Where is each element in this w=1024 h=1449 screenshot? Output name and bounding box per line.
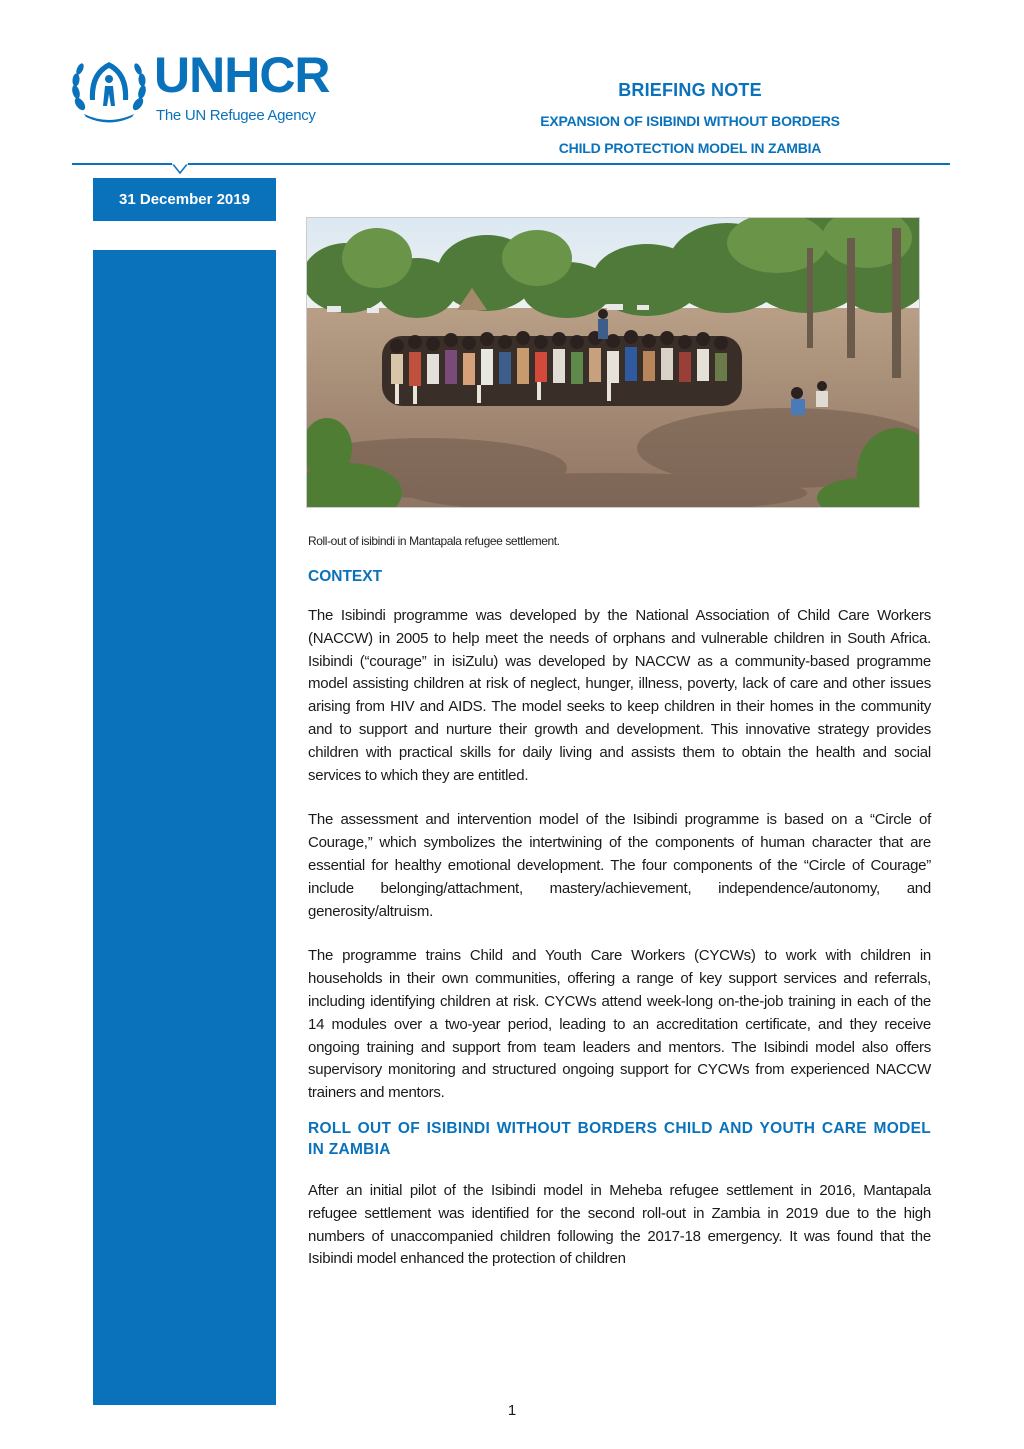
document-header xyxy=(480,80,900,156)
main-content xyxy=(308,566,931,1271)
settlement-photo xyxy=(306,217,920,508)
unhcr-emblem-icon xyxy=(70,54,148,124)
context-paragraph-2: The assessment and intervention model of the Isibindi programme is based on a “Circle of Courage,” which symbolizes the intertwining of the components of human character that are essential for healthy emotional development. The four components of the “Circle of Courage” include belonging/attachment, mastery/achievement, independence/autonomy, and generosity/altruism. xyxy=(308,811,931,920)
rollout-paragraph-1: After an initial pilot of the Isibindi model in Meheba refugee settlement in 2016, Mantapala refugee settlement was identified for the second roll-out in Zambia in 2019 due to the high numbers of unaccompanied children following the 2017-18 emergency. It was found that the Isibindi model enhanced the protection of children xyxy=(308,1181,931,1268)
unhcr-logo xyxy=(70,47,350,127)
page-number: 1 xyxy=(507,1402,517,1419)
context-paragraph-3: The programme trains Child and Youth Care Workers (CYCWs) to work with children in households in their own communities, offering a range of key support services and referrals, including identifying children at risk. CYCWs attend week-long on-the-job training in each of the 14 modules over a two-year period, leading to an accreditation certificate, and they receive ongoing training and support from team leaders and mentors. The Isibindi model also offers supervisory monitoring and structured ongoing support for CYCWs from experienced NACCW trainers and mentors. xyxy=(308,947,931,1102)
logo-tagline: The UN Refugee Agency xyxy=(156,107,316,124)
context-paragraph-1: The Isibindi programme was developed by the National Association of Child Care Workers (NACCW) in 2005 to help meet the needs of orphans and vulnerable children in South Africa. Isibindi (“courage” in isiZulu) was developed by NACCW as a community-based programme model assisting children at risk of neglect, hunger, illness, poverty, lack of care and other issues arising from HIV and AIDS. The model seeks to keep children in their homes in the community and to support and nurture their growth and development. This innovative strategy provides children with practical skills for daily living and assists them to obtain the health and social services to which they are entitled. xyxy=(308,607,931,784)
logo-wordmark: UNHCR xyxy=(154,47,330,103)
document-title-line-1: EXPANSION OF ISIBINDI WITHOUT BORDERS xyxy=(540,113,840,129)
document-type: BRIEFING NOTE xyxy=(618,80,762,100)
header-divider xyxy=(72,163,950,165)
photo-caption: Roll-out of isibindi in Mantapala refugee settlement. xyxy=(308,534,560,548)
divider-notch xyxy=(172,163,188,175)
sidebar-accent-bar xyxy=(93,250,276,1405)
date-badge: 31 December 2019 xyxy=(93,178,276,221)
section-heading-context: CONTEXT xyxy=(308,568,383,585)
section-heading-rollout: ROLL OUT OF ISIBINDI WITHOUT BORDERS CHILD AND YOUTH CARE MODEL IN ZAMBIA xyxy=(308,1119,931,1158)
document-title-line-2: CHILD PROTECTION MODEL IN ZAMBIA xyxy=(558,140,822,156)
